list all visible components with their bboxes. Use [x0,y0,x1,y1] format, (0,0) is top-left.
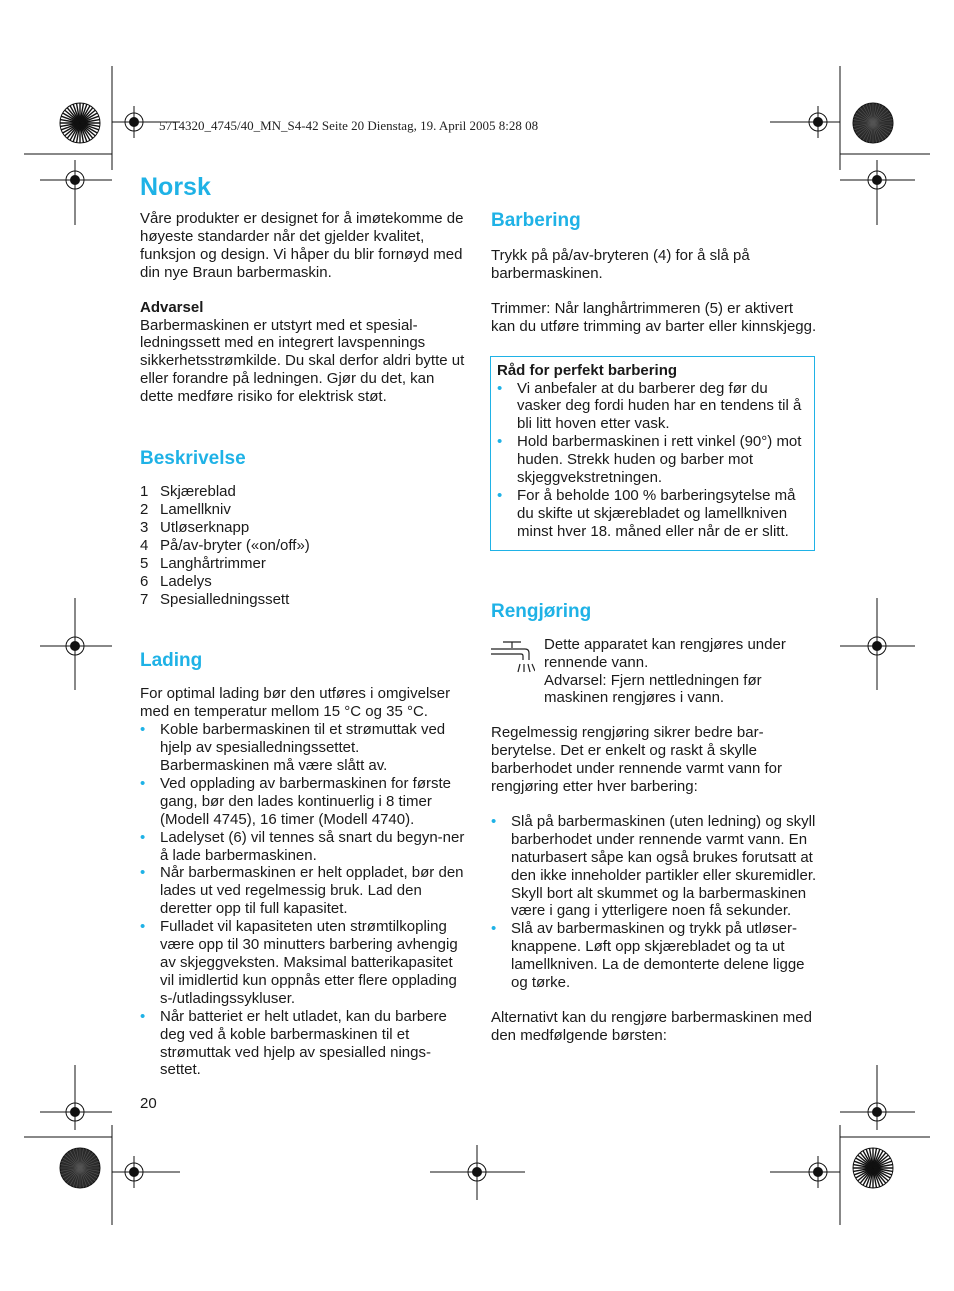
item-number: 3 [140,518,149,536]
list-item: • Når batteriet er helt utladet, kan du barbere deg ved å koble barbermaskinen til et strømuttak ved hjelp av spesialled nings-settet. [140,1008,466,1080]
page-title: Norsk [140,173,211,201]
water-note-text: Dette apparatet kan rengjøres under rennende vann. Advarsel: Fjern nettledningen før maskinen rengjøres i vann. [544,635,786,707]
registration-mark-icon [802,1156,834,1188]
list-item [140,591,466,609]
list-item: • Hold barbermaskinen i rett vinkel (90°) mot huden. Strekk huden og barber mot skjeggvekstretningen. [497,433,805,487]
registration-mark-icon [861,630,893,662]
list-item [140,573,466,591]
color-wheel-icon [60,103,100,143]
list-item: • Fulladet vil kapasiteten uten strømtilkopling være opp til 30 minutters barbering avhengig av skjeggveksten. Maksimal batterikapasitet vil imidlertid kun oppnås etter flere opplading s-/utladingssykluser. [140,918,466,1008]
registration-mark-icon [59,1096,91,1128]
water-tap-icon [491,636,544,708]
item-label: Skjæreblad [160,483,236,501]
charging-bullets [140,721,466,1079]
list-item: • Ladelyset (6) vil tennes så snart du begyn-ner å lade barbermaskinen. [140,829,466,865]
tips-box [490,356,815,551]
item-number: 4 [140,536,149,554]
tips-heading: Råd for perfekt barbering [497,361,678,379]
item-number: 2 [140,500,149,518]
item-label: Utløserknapp [160,518,250,536]
list-item [140,519,466,537]
section-heading-description: Beskrivelse [140,448,246,470]
list-item: • Koble barbermaskinen til et strømuttak ved hjelp av spesialledningssettet. Barbermaskinen må være slått av. [140,721,466,775]
registration-mark-icon [861,1096,893,1128]
item-label: Ladelys [160,572,212,590]
item-label: Spesialledningssett [160,590,290,608]
section-heading-cleaning: Rengjøring [491,600,592,622]
item-label: Lamellkniv [160,500,231,518]
registration-mark-icon [118,106,150,138]
right-column [491,210,817,1045]
cleaning-text-1: Regelmessig rengjøring sikrer bedre bar-berytelse. Det er enkelt og raskt å skylle barberhodet under rennende varmt vann for rengjøring etter hver barbering: [491,724,783,796]
intro-text: Våre produkter er designet for å imøtekomme de høyeste standarder når det gjelder kvalitet, funksjon og design. Vi håper du blir fornøyd med din nye Braun barbermaskin. [140,210,464,281]
list-item [140,501,466,519]
list-item: • Vi anbefaler at du barberer deg før du vasker deg fordi huden har en tendens til å bli litt hoven etter vask. [497,380,805,434]
registration-mark-icon [59,630,91,662]
parts-list [140,483,466,608]
color-wheel-icon [853,1148,893,1188]
registration-mark-icon [461,1156,493,1188]
charging-intro: For optimal lading bør den utføres i omgivelser med en temperatur mellom 15 °C og 35 °C. [140,685,451,721]
list-item [140,483,466,501]
cleaning-text-2: Alternativt kan du rengjøre barbermaskinen med den medfølgende børsten: [491,1009,812,1044]
item-number: 6 [140,572,149,590]
shaving-text-1: Trykk på på/av-bryteren (4) for å slå på barbermaskinen. [491,247,750,282]
registration-mark-icon [861,164,893,196]
item-number: 5 [140,554,149,572]
item-number: 7 [140,590,149,608]
registration-mark-icon [118,1156,150,1188]
print-header: 5714320_4745/40_MN_S4-42 Seite 20 Dienstag, 19. April 2005 8:28 08 [159,118,539,133]
list-item [140,555,466,573]
item-number: 1 [140,483,149,501]
color-wheel-icon [853,103,893,143]
list-item: • For å beholde 100 % barberingsytelse må du skifte ut skjærebladet og lamellkniven minst hver 18. måned eller når de er slitt. [497,487,805,541]
shaving-text-2: Trimmer: Når langhårtrimmeren (5) er aktivert kan du utføre trimming av barter eller kinnskjegg. [491,299,817,335]
list-item: • Ved opplading av barbermaskinen for første gang, bør den lades kontinuerlig i 8 timer (Modell 4745), 16 timer (Modell 4740). [140,775,466,829]
list-item: • Slå av barbermaskinen og trykk på utløser-knappene. Løft opp skjærebladet og ta ut lamellkniven. La de demonterte delene ligge og tørke. [491,920,817,992]
list-item: • Når barbermaskinen er helt oppladet, bør den lades ut ved regelmessig bruk. Lad den deretter opp til full kapasitet. [140,864,466,918]
registration-mark-icon [802,106,834,138]
item-label: På/av-bryter («on/off») [160,536,310,554]
water-note [491,636,817,708]
section-heading-shaving: Barbering [491,210,581,231]
warning-text: Barbermaskinen er utstyrt med et spesial-ledningssett med en integrert lavspennings sikkerhetsstrømkilde. Du skal derfor aldri bytte ut eller forandre på ledningen. Gjør du det, kan dette medføre risiko for elektrisk støt. [140,316,465,406]
section-heading-charging: Lading [140,650,203,672]
cleaning-bullets [491,813,817,992]
tips-bullets [497,380,805,541]
page-number: 20 [140,1095,157,1112]
list-item: • Slå på barbermaskinen (uten ledning) og skyll barberhodet under rennende varmt vann. En naturbasert såpe kan også brukes forutsatt at den ikke inneholder partikler eller skuremidler. Skyll bort alt skummet og la barbermaskinen være i gang i ytterligere noen få sekunder. [491,813,817,920]
list-item [140,537,466,555]
item-label: Langhårtrimmer [160,554,266,572]
color-wheel-icon [60,1148,100,1188]
left-column [140,210,466,1079]
warning-heading: Advarsel [140,298,204,316]
registration-mark-icon [59,164,91,196]
